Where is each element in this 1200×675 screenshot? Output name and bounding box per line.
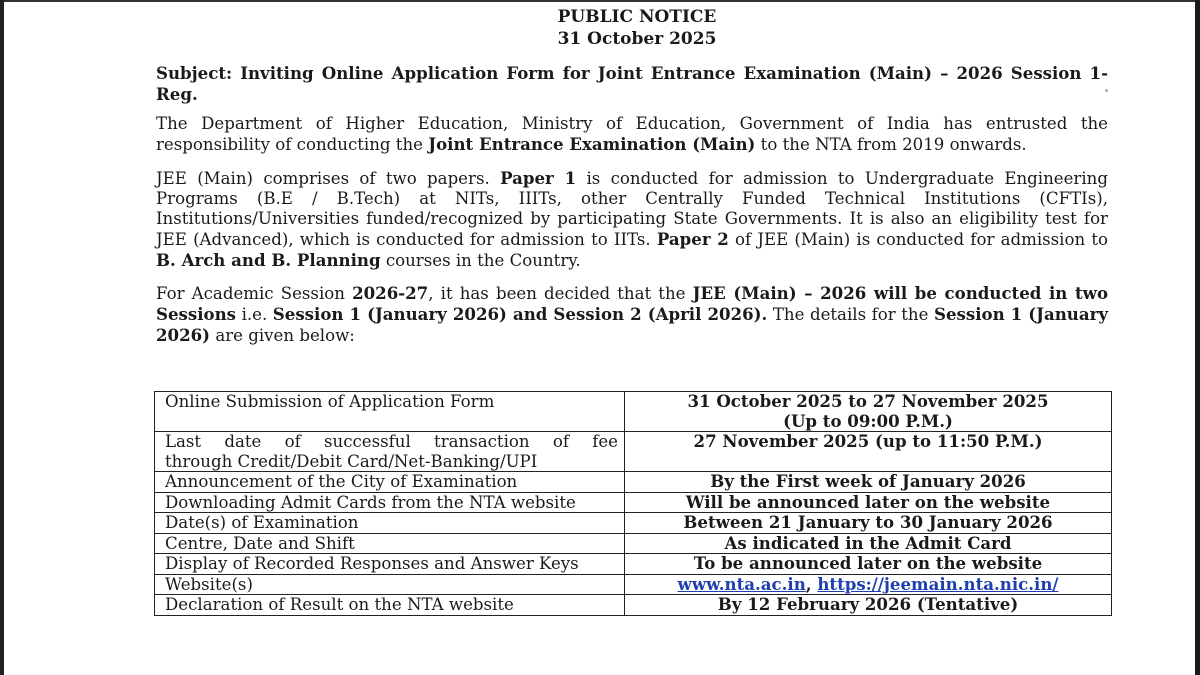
schedule-detail-cell <box>625 513 1112 534</box>
frame-left-border <box>0 0 4 675</box>
paragraph-sessions-text-i: are given below: <box>210 326 355 345</box>
schedule-event-label: Centre, Date and Shift <box>165 533 355 553</box>
schedule-detail-cell <box>625 432 1112 472</box>
schedule-detail-value: As indicated in the Admit Card <box>724 532 1012 553</box>
schedule-event-cell <box>155 554 625 575</box>
paragraph-sessions-text-c: , it has been decided that the <box>428 284 693 303</box>
schedule-event-label-2: through Credit/Debit Card/Net-Banking/UPI <box>165 451 538 471</box>
link-separator: , <box>805 573 818 594</box>
jeemain-website-link[interactable]: https://jeemain.nta.nic.in/ <box>817 573 1059 594</box>
notice-date: 31 October 2025 <box>557 29 717 49</box>
schedule-event-cell <box>155 392 625 432</box>
table-row <box>155 492 1112 513</box>
paragraph-sessions-bold-sessions: Session 1 (January 2026) and Session 2 (April 2026). <box>272 304 768 324</box>
schedule-detail-cell <box>625 492 1112 513</box>
paragraph-intro-text-c: to the NTA from 2019 onwards. <box>755 135 1027 154</box>
paragraph-intro <box>156 114 1108 155</box>
schedule-event-cell <box>155 533 625 554</box>
schedule-detail-value: To be announced later on the website <box>693 553 1043 573</box>
paragraph-sessions-bold-conducted: JEE (Main) – 2026 will be conducted in two Sessions <box>156 283 1109 324</box>
schedule-detail-value: By 12 February 2026 (Tentative) <box>717 594 1019 614</box>
paragraph-sessions-text-g: The details for the <box>767 305 934 324</box>
schedule-event-label: Date(s) of Examination <box>165 513 359 532</box>
table-row <box>155 595 1112 616</box>
paragraph-papers-text-c: is conducted for admission to Undergraduate Engineering Programs (B.E / B.Tech) at NITs, IIITs, other Centrally Funded Technical Institutions (CFTIs), Institutions/Universities funded/recognized by participating State Governments. It is also an eligibility test for JEE (Advanced), which is conducted for admission to IITs. <box>156 169 1108 249</box>
schedule-detail-value: Will be announced later on the website <box>685 491 1051 512</box>
paragraph-papers-bold-courses: B. Arch and B. Planning <box>156 250 381 270</box>
table-row <box>155 574 1112 595</box>
schedule-detail-cell <box>625 533 1112 554</box>
paragraph-sessions-text-e: i.e. <box>236 305 273 324</box>
frame-right-border <box>1195 0 1200 675</box>
notice-subject: Subject: Inviting Online Application Form for Joint Entrance Examination (Main) – 2026 Session 1- Reg. <box>156 63 1108 104</box>
paragraph-papers-text-e: of JEE (Main) is conducted for admission to <box>728 230 1108 249</box>
notice-title: PUBLIC NOTICE <box>557 7 717 27</box>
schedule-detail-value: 27 November 2025 (up to 11:50 P.M.) <box>693 431 1043 451</box>
notice-document <box>156 6 1108 346</box>
schedule-detail-cell <box>625 392 1112 432</box>
schedule-table <box>154 391 1112 616</box>
nta-website-link[interactable]: www.nta.ac.in <box>677 573 806 594</box>
schedule-event-cell <box>155 472 625 493</box>
schedule-event-label: Declaration of Result on the NTA website <box>165 595 514 614</box>
schedule-detail-cell <box>625 574 1112 595</box>
paragraph-papers-text-g: courses in the Country. <box>380 251 581 270</box>
schedule-event-cell <box>155 513 625 534</box>
schedule-event-label: Downloading Admit Cards from the NTA website <box>165 492 576 512</box>
paragraph-intro-text-a: The Department of Higher Education, Ministry of Education, Government of India has entrusted the responsibility of conducting the <box>156 114 1108 154</box>
paragraph-intro-bold-jee: Joint Entrance Examination (Main) <box>428 134 756 154</box>
table-row <box>155 472 1112 493</box>
paragraph-sessions <box>156 283 1108 346</box>
paragraph-sessions-bold-year: 2026-27 <box>352 283 429 303</box>
paragraph-papers-bold-paper1: Paper 1 <box>500 168 577 188</box>
schedule-event-label: Website(s) <box>165 574 253 594</box>
table-row <box>155 432 1112 472</box>
schedule-detail-value: By the First week of January 2026 <box>710 471 1026 491</box>
table-row <box>155 392 1112 432</box>
schedule-event-cell <box>155 595 625 616</box>
schedule-detail-value: Between 21 January to 30 January 2026 <box>683 512 1053 532</box>
schedule-event-label: Last date of successful transaction of fee <box>165 432 618 451</box>
schedule-event-label: Announcement of the City of Examination <box>165 472 518 491</box>
schedule-event-label: Online Submission of Application Form <box>165 392 495 411</box>
schedule-detail-cell <box>625 595 1112 616</box>
table-row <box>155 554 1112 575</box>
paragraph-papers-bold-paper2: Paper 2 <box>656 229 729 249</box>
schedule-event-label: Display of Recorded Responses and Answer Keys <box>165 554 579 573</box>
table-row <box>155 513 1112 534</box>
schedule-detail-value: 31 October 2025 to 27 November 2025 <box>687 391 1049 411</box>
paragraph-sessions-bold-session1: Session 1 (January 2026) <box>156 304 1108 345</box>
schedule-event-cell <box>155 492 625 513</box>
schedule-event-cell <box>155 574 625 595</box>
paragraph-sessions-text-a: For Academic Session <box>156 284 353 303</box>
schedule-detail-cell <box>625 472 1112 493</box>
frame-top-border <box>0 0 1200 2</box>
paragraph-papers <box>156 168 1108 271</box>
schedule-event-cell <box>155 432 625 472</box>
table-row <box>155 533 1112 554</box>
schedule-detail-cell <box>625 554 1112 575</box>
schedule-detail-value-2: (Up to 09:00 P.M.) <box>783 410 953 431</box>
paragraph-papers-text-a: JEE (Main) comprises of two papers. <box>156 169 501 188</box>
